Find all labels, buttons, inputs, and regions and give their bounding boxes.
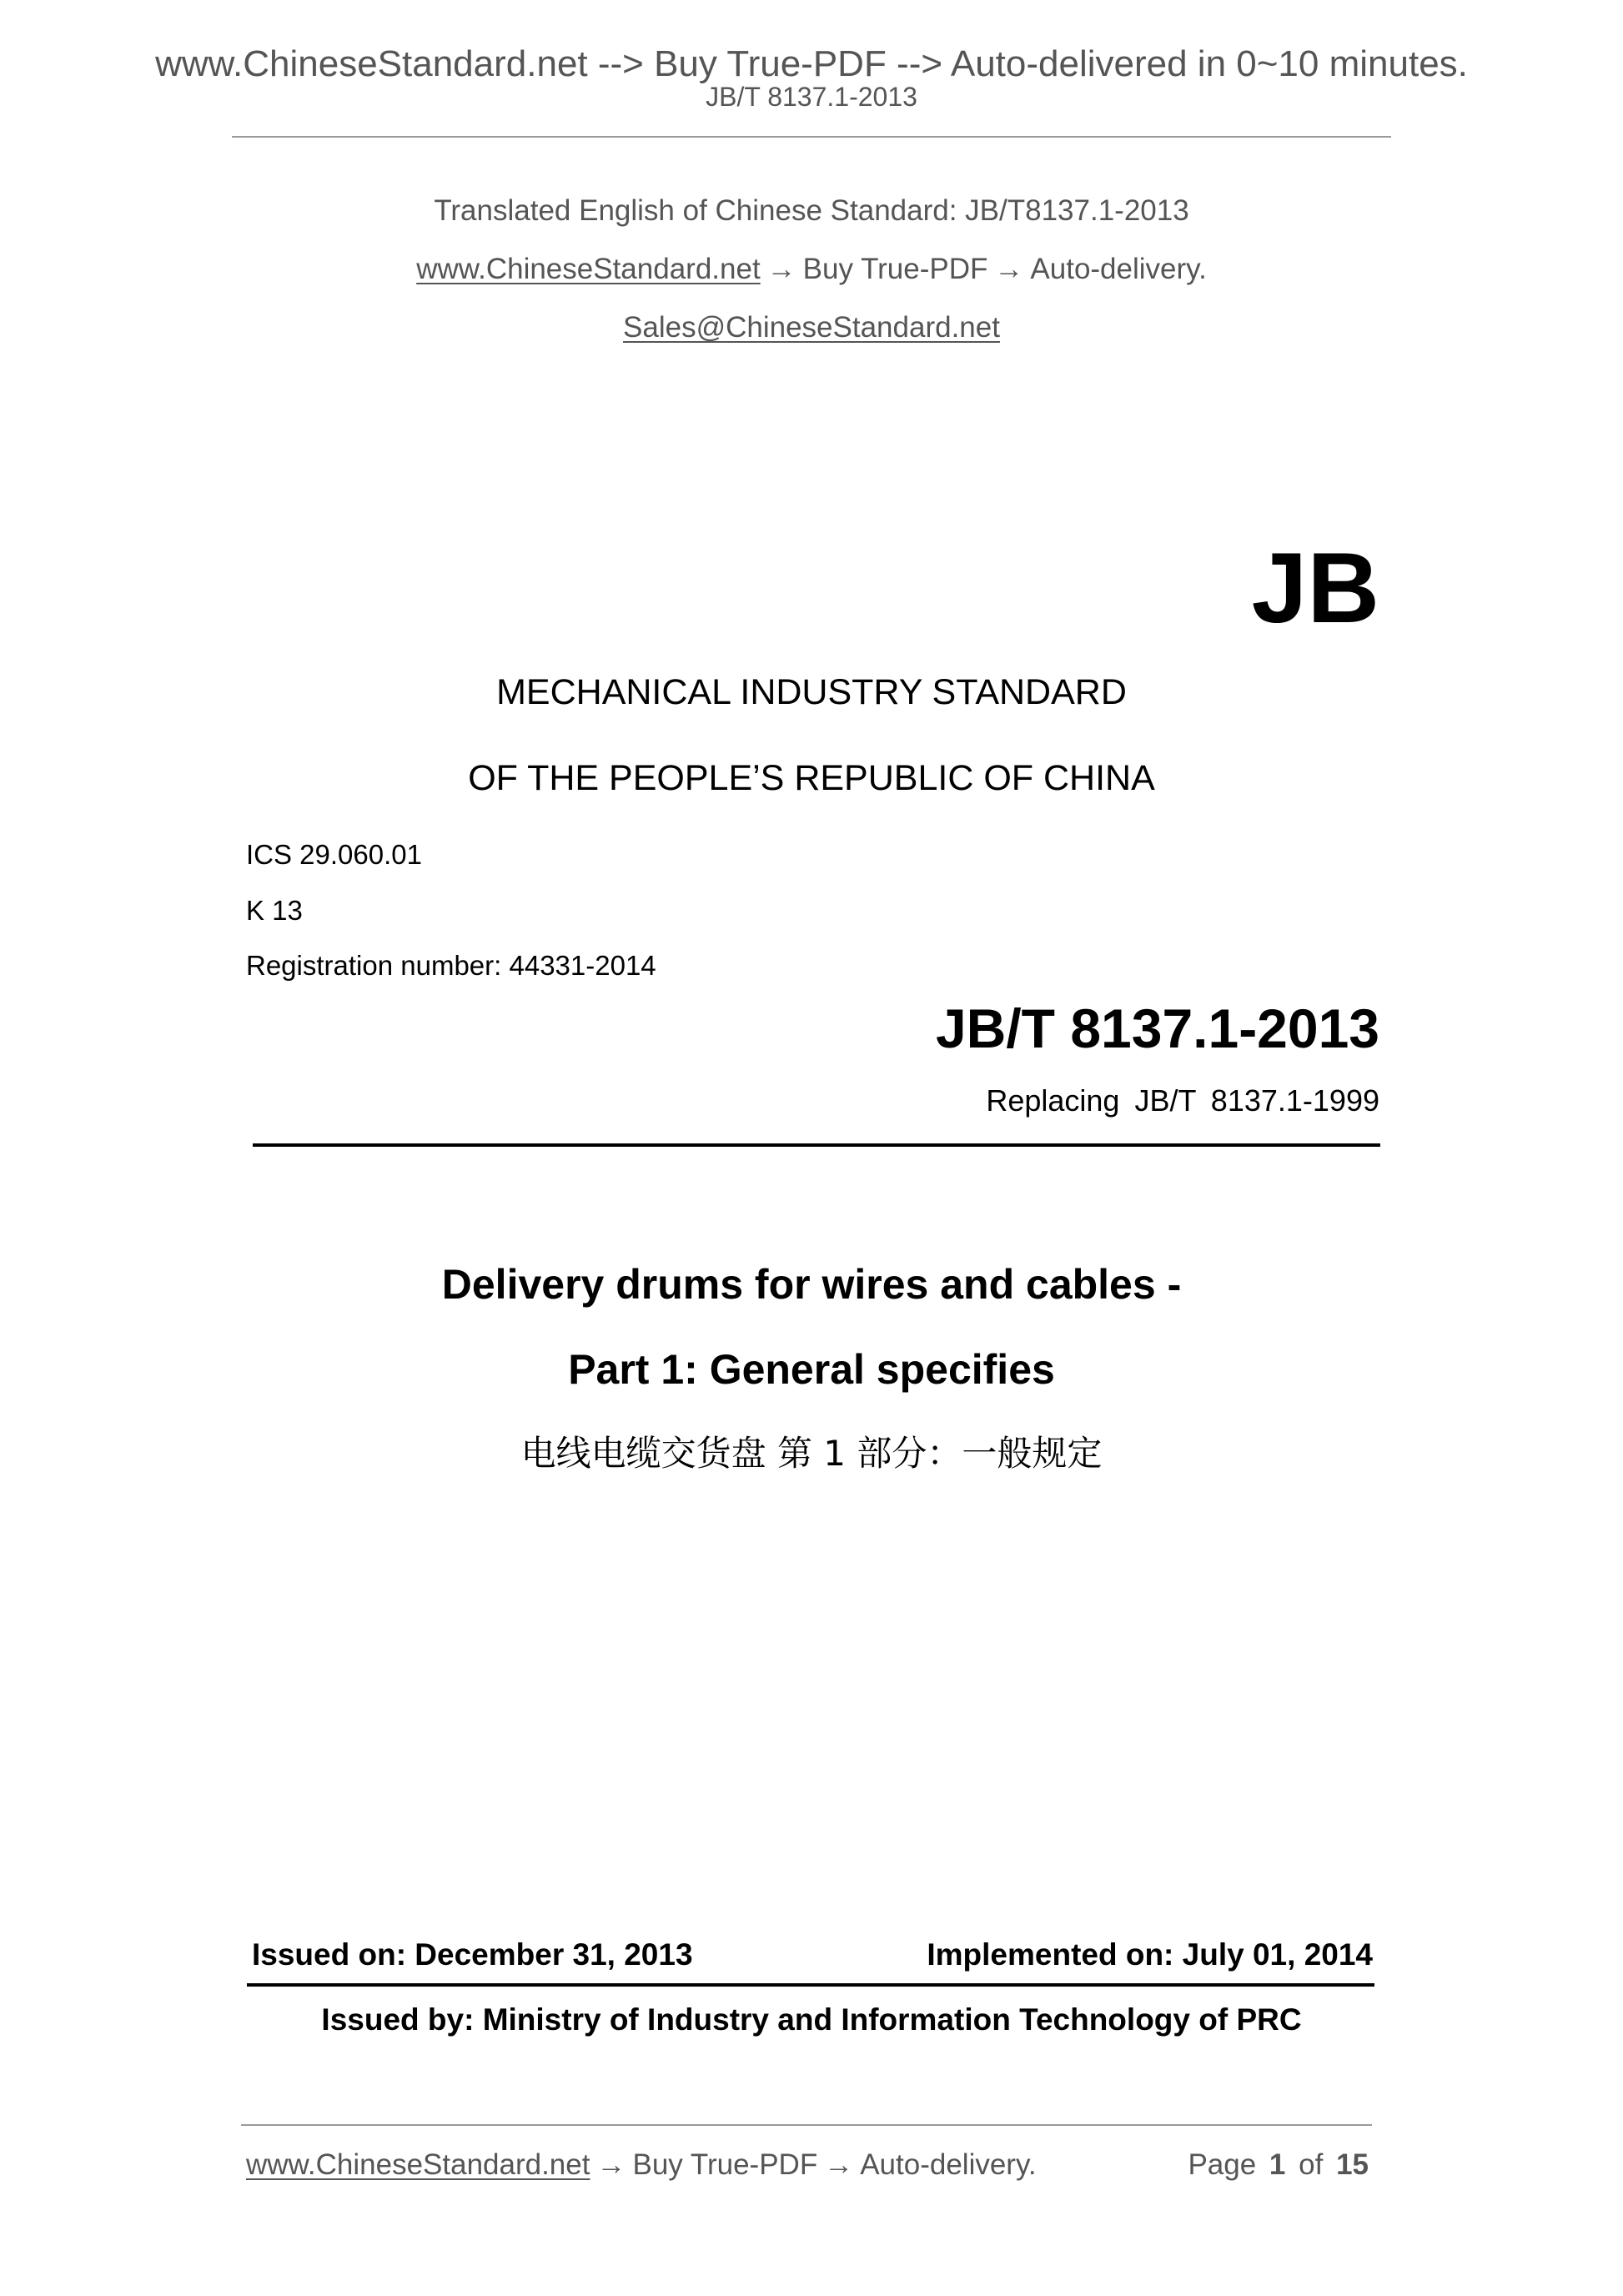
page-current: 1 [1269,2148,1286,2181]
arrow-right-icon: → [994,253,1024,285]
arrow-right-icon: → [596,2148,626,2181]
buy-text: Buy True-PDF [802,253,988,285]
header-banner: www.ChineseStandard.net --> Buy True-PDF --> Auto-delivered in 0~10 minutes. [155,43,1468,84]
page-of-label: of [1299,2148,1324,2181]
arrow-right-icon: → [824,2148,854,2181]
implemented-on-date: Implemented on: July 01, 2014 [927,1937,1373,1972]
page-label: Page [1188,2148,1257,2181]
issued-on-date: Issued on: December 31, 2013 [252,1937,693,1972]
site-link[interactable]: www.ChineseStandard.net [416,253,761,285]
ics-code: ICS 29.060.01 [246,839,422,870]
standard-number: JB/T 8137.1-2013 [935,997,1379,1059]
standard-type-line2: OF THE PEOPLE’S REPUBLIC OF CHINA [468,758,1155,798]
footer-delivery-text: Auto-delivery. [860,2148,1037,2181]
page-indicator [1188,2148,1369,2182]
jb-logo: JB [1251,532,1379,644]
title-line1: Delivery drums for wires and cables - [441,1261,1182,1308]
sales-email-link[interactable]: Sales@ChineseStandard.net [623,311,1000,344]
title-chinese: 电线电缆交货盘 第 1 部分：一般规定 [520,1433,1103,1474]
translation-title: Translated English of Chinese Standard: JB/T8137.1-2013 [434,194,1189,227]
footer-site-link[interactable]: www.ChineseStandard.net [246,2148,590,2181]
arrow-right-icon: → [766,253,796,285]
email-line [0,311,1623,344]
ccs-code: K 13 [246,895,303,926]
replacing-standard: Replacing JB/T 8137.1-1999 [986,1083,1379,1118]
header-divider [232,136,1391,138]
footer-purchase-line [246,2148,1037,2182]
footer-buy-text: Buy True-PDF [632,2148,818,2181]
purchase-line [0,253,1623,286]
page-total: 15 [1336,2148,1369,2181]
delivery-text: Auto-delivery. [1030,253,1207,285]
standard-type-line1: MECHANICAL INDUSTRY STANDARD [496,672,1127,712]
registration-number: Registration number: 44331-2014 [246,950,656,981]
dates-divider [247,1983,1374,1987]
title-line2: Part 1: General specifies [568,1346,1055,1393]
title-divider [253,1143,1380,1147]
footer-divider [241,2124,1372,2126]
header-standard-code: JB/T 8137.1-2013 [706,82,917,112]
issuing-authority: Issued by: Ministry of Industry and Information Technology of PRC [321,2002,1302,2037]
